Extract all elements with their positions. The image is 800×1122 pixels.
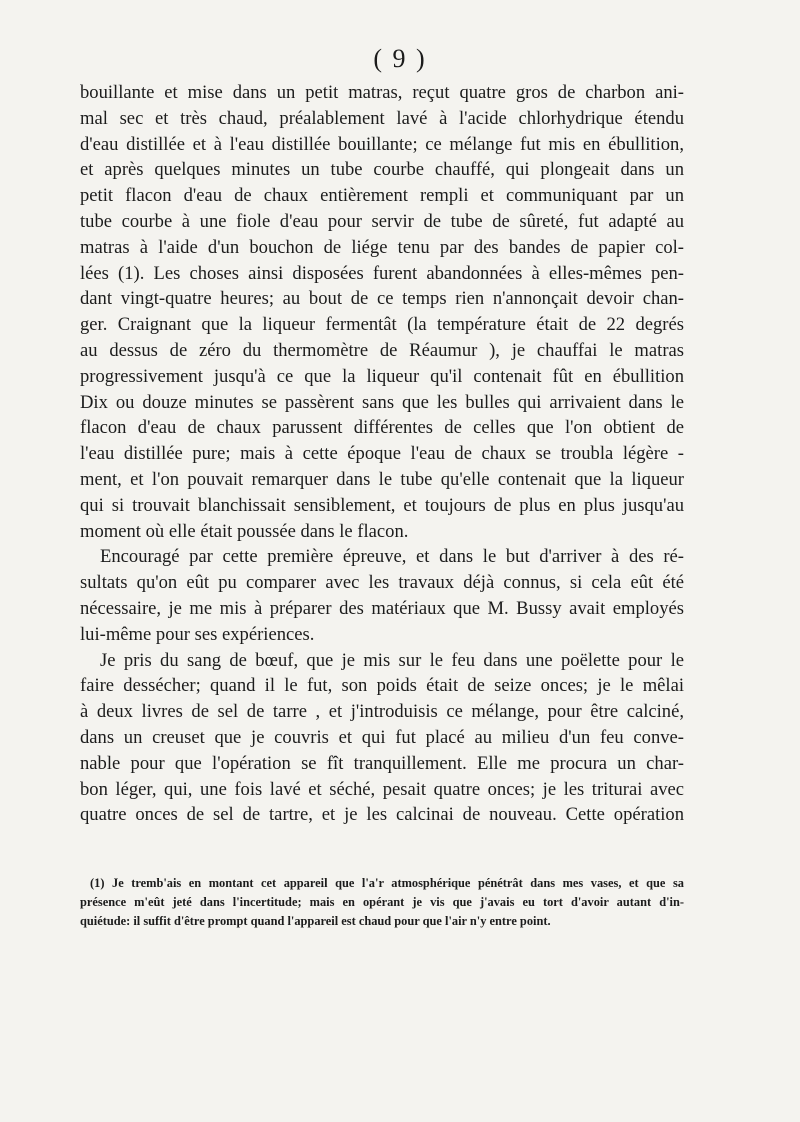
text-line: ger. Craignant que la liqueur fermentât (la température était de 22 degrés [80, 314, 684, 336]
text-line: Dix ou douze minutes se passèrent sans que les bulles qui arrivaient dans le [80, 391, 684, 413]
text-line: mal sec et très chaud, préalablement lavé à l'acide chlorhydrique étendu [80, 107, 684, 129]
footnote [80, 874, 684, 931]
text-line: sultats qu'on eût pu comparer avec les travaux déjà connus, si cela eût été [80, 572, 684, 594]
text-line: tube courbe à une fiole d'eau pour servir de tube de sûreté, fut adapté au [80, 210, 684, 232]
text-line: qui si trouvait blanchissait sensiblement, et toujours de plus en plus jusqu'au [80, 494, 684, 516]
text-line: quatre onces de sel de tartre, et je les calcinai de nouveau. Cette opération [80, 804, 684, 826]
text-line: et après quelques minutes un tube courbe chauffé, qui plongeait dans un [80, 159, 684, 181]
text-line: lées (1). Les choses ainsi disposées furent abandonnées à elles-mêmes pen- [80, 262, 684, 284]
page-number: ( 9 ) [373, 44, 427, 73]
text-line: nécessaire, je me mis à préparer des matériaux que M. Bussy avait employés [80, 597, 684, 619]
text-line: lui-même pour ses expériences. [80, 623, 315, 645]
text-line: dans un creuset que je couvris et qui fut placé au milieu d'un feu conve- [80, 726, 684, 748]
text-line: l'eau distillée pure; mais à cette époque l'eau de chaux se troubla légère - [80, 443, 684, 465]
text-line: dant vingt-quatre heures; au bout de ce temps rien n'annonçait devoir chan- [80, 288, 684, 310]
text-line: moment où elle était poussée dans le flacon. [80, 520, 409, 542]
text-line: bon léger, qui, une fois lavé et séché, pesait quatre onces; je les triturai avec [80, 778, 684, 800]
text-line: progressivement jusqu'à ce que la liqueur qu'il contenait fût en ébullition [80, 365, 684, 387]
text-line: Encouragé par cette première épreuve, et dans le but d'arriver à des ré- [100, 546, 684, 568]
text-line: au dessus de zéro du thermomètre de Réaumur ), je chauffai le matras [80, 339, 684, 361]
footnote-line: présence m'eût jeté dans l'incertitude; mais en opérant je vis que j'avais eu tort d'avoir autant d'in- [80, 895, 684, 909]
text-line: matras à l'aide d'un bouchon de liége tenu par des bandes de papier col- [80, 236, 684, 258]
text-line: petit flacon d'eau de chaux entièrement rempli et communiquant par un [80, 185, 684, 207]
text-line: à deux livres de sel de tarre , et j'introduisis ce mélange, pour être calciné, [80, 701, 684, 723]
text-line: faire dessécher; quand il le fut, son poids était de seize onces; je le mêlai [80, 675, 684, 697]
footnote-line: (1) Je tremb'ais en montant cet appareil que l'a'r atmosphérique pénétrât dans mes vases, et que sa [90, 876, 684, 890]
text-line: d'eau distillée et à l'eau distillée bouillante; ce mélange fut mis en ébullition, [80, 133, 684, 155]
text-line: nable pour que l'opération se fît tranquillement. Elle me procura un char- [80, 752, 684, 774]
text-line: flacon d'eau de chaux parussent différentes de celles que l'on obtient de [80, 417, 684, 439]
text-line: bouillante et mise dans un petit matras, reçut quatre gros de charbon ani- [80, 82, 684, 103]
footnote-line: quiétude: il suffit d'être prompt quand l'appareil est chaud pour que l'air n'y entre point. [80, 914, 551, 928]
text-line: ment, et l'on pouvait remarquer dans le tube qu'elle contenait que la liqueur [80, 468, 684, 490]
text-line: Je pris du sang de bœuf, que je mis sur le feu dans une poëlette pour le [100, 649, 684, 671]
body-text [80, 80, 684, 828]
